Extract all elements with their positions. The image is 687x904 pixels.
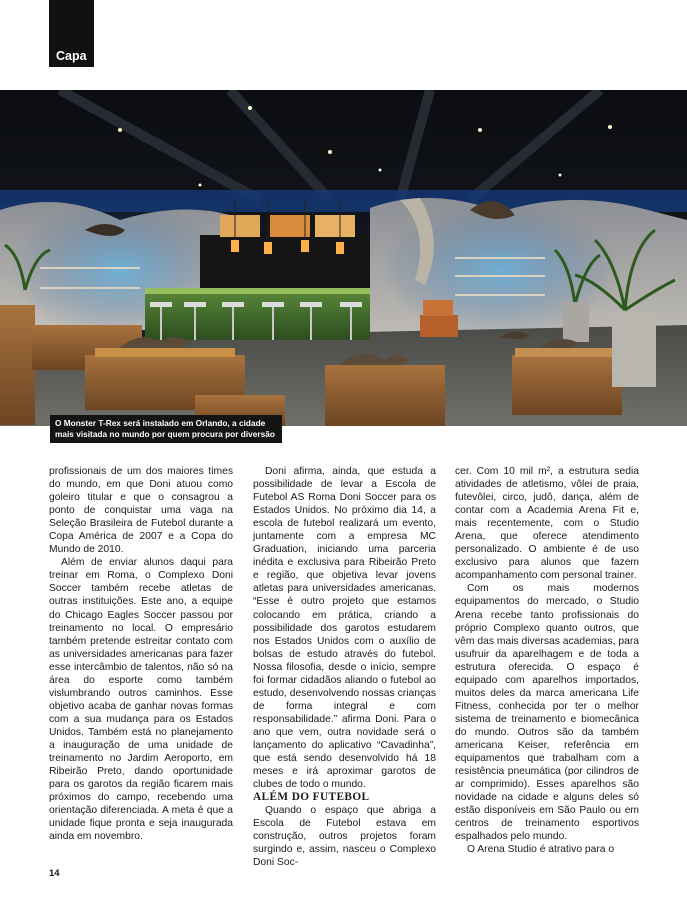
caption-line-1: O Monster T-Rex será instalado em Orlando, a cidade [55,418,266,428]
paragraph: Doni afirma, ainda, que estuda a possibilidade de levar a Escola de Futebol AS Roma Doni Soccer para os Estados Unidos. No próximo dia 14, a escola de futebol realizará um evento, juntamente com a empresa MC Graduation, iniciando uma parceria inédita e exclusiva para Ribeirão Preto e região, que objetiva levar jovens atletas para universidades americanas. “Esse é outro projeto que estamos colocando em prática, criando a possibilidade dos garotos estudarem nos Estados Unidos com o auxílio de bolsas de estudo através do futebol. Nossa filosofia, desde o início, sempre foi formar cidadãos aliando o futebol ao estudo, desenvolvendo nossas crianças de forma integral e com responsabilidade.” afirma Doni. Para o ano que vem, outra novidade será o lançamento do aplicativo “Cavadinha”, que está sendo desenvolvido há 18 meses e irá aproximar garotos de clubes de todo o mundo. [253,466,436,791]
paragraph: profissionais de um dos maiores times do mundo, em que Doni atuou como goleiro titular e que o consagrou a ponto de conquistar uma vaga na Seleção Brasileira de Futebol durante a Copa América de 2007 e a Copa do Mundo de 2010. [49,466,233,556]
text-column-1 [49,465,233,843]
paragraph: Além de enviar alunos daqui para treinar em Roma, o Complexo Doni Soccer também recebe atletas de outras instituições. Este ano, a equipe do Chicago Eagles Soccer passou por treinamento no local. O empresário também pretende estreitar contato com as universidades americanas para fazer esse intercâmbio de talentos, não só na área do esporte como também vislumbrando outros caminhos. Esse objetivo acaba de ganhar novas formas com a sua mudança para os Estados Unidos. Também está no planejamento a inauguração de uma unidade de treinamento no Jardim Aeroporto, em Ribeirão Preto, dando oportunidade para os garotos da região ficarem mais próximos do campo, recebendo uma orientação diferenciada. A meta é que a unidade fique pronta e seja inaugurada ainda em novembro. [49,557,233,843]
photo-caption [50,415,282,443]
page-number: 14 [49,868,60,879]
paragraph: Quando o espaço que abriga a Escola de Futebol estava em construção, outros projetos foram surgindo e, assim, nasceu o Complexo Doni Soc- [253,805,436,869]
subheading: ALÉM DO FUTEBOL [253,791,370,804]
text-column-3 [455,465,639,856]
section-label: Capa [56,49,87,63]
paragraph: cer. Com 10 mil m², a estrutura sedia atividades de atletismo, vôlei de praia, futevôlei, circo, judô, dança, além de contar com a Academia Arena Fit e, mais recentemente, com o Studio Arena, que oferece atendimento personalizado. O ambiente é de uso exclusivo para alunos que fazem acompanhamento com personal trainer. [455,466,639,582]
restaurant-photo [0,90,687,426]
paragraph: Com os mais modernos equipamentos do mercado, o Studio Arena recebe tanto profissionais do próprio Complexo quanto outros, que vêm das mais diversas academias, para usufruir da aparelhagem e de toda a estrutura oferecida. O espaço é equipado com aparelhos importados, muitos deles da marca americana Life Fitness, conhecida por ter o melhor sistema de treinamento e biomecânica do mundo. Outros são da também americana Keiser, referência em equipamentos que trabalham com a resistência pneumática (por cilindros de ar comprimido). Esses aparelhos são novidade na cidade e alguns deles só estão disponíveis em São Paulo ou em centros de treinamento esportivos espalhados pelo mundo. [455,583,639,843]
section-tab [49,0,94,67]
paragraph: O Arena Studio é atrativo para o [467,844,615,856]
caption-line-2: mais visitada no mundo por quem procura por diversão [55,428,275,439]
text-column-2 [253,465,436,869]
